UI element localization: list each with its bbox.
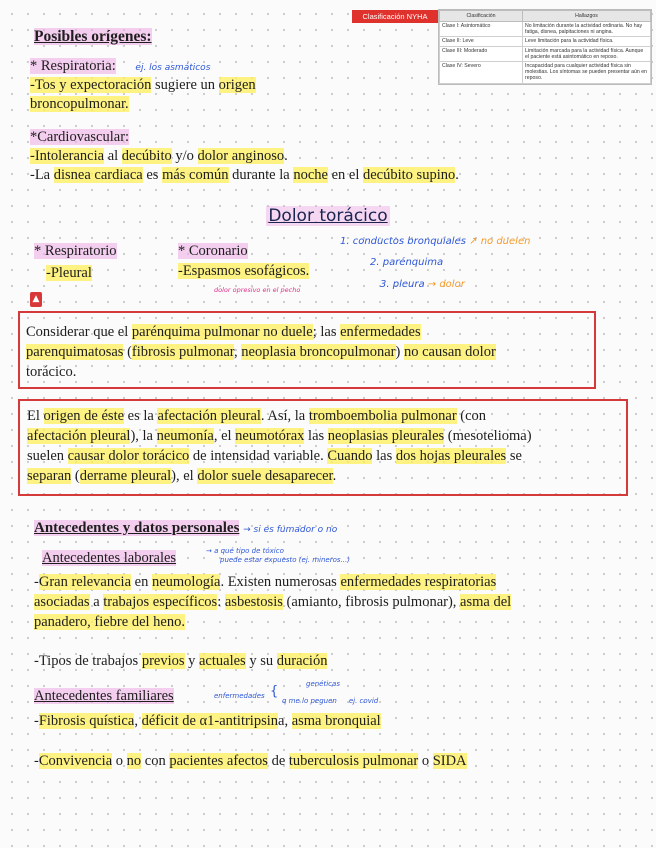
nyha-hallazgo: Limitación marcada para la actividad física. Aunque el paciente está asintomático en reposo. bbox=[523, 46, 651, 61]
box1-line2: parenquimatosas (fibrosis pulmonar, neoplasia broncopulmonar) no causan dolor bbox=[26, 344, 496, 360]
laborales-text-1: -Gran relevancia en neumología. Existen numerosas enfermedades respiratorias bbox=[34, 574, 497, 590]
nyha-hallazgo: No limitación durante la actividad ordinaria. No hay fatiga, disnea, palpitaciones ni angina. bbox=[523, 22, 651, 37]
table-row bbox=[440, 22, 651, 37]
respiratoria-label: * Respiratoria: bbox=[30, 58, 116, 74]
nyha-hallazgo: Incapacidad para cualquier actividad física sin molestias. Los síntomas se pueden presentar aún en reposo. bbox=[523, 62, 651, 84]
laborales-text-3: panadero, fiebre del heno. bbox=[34, 614, 185, 630]
respiratoria-text-1: -Tos y expectoración sugiere un origen bbox=[30, 77, 256, 93]
nyha-header-hallazgos: Hallazgos bbox=[523, 11, 651, 22]
box2-line4: separan (derrame pleural), el dolor suele desaparecer. bbox=[27, 468, 337, 484]
coronario-label: * Coronario bbox=[178, 243, 248, 259]
dolor-opresivo-note: dolor opresivo en el pecho bbox=[214, 286, 301, 294]
nyha-clase: Clase II: Leve bbox=[440, 37, 523, 46]
nyha-table bbox=[439, 10, 651, 84]
callout-box-parenquima bbox=[18, 311, 596, 389]
box2-line1: El origen de éste es la afectación pleural. Así, la tromboembolia pulmonar (con bbox=[27, 408, 487, 424]
origenes-heading: Posibles orígenes: bbox=[34, 28, 152, 45]
box1-line1: Considerar que el parénquima pulmonar no duele; las enfermedades bbox=[26, 324, 421, 340]
box1-line3: torácico. bbox=[26, 364, 77, 380]
asmaticos-note: ej. los asmáticos bbox=[135, 63, 211, 73]
note-conductos: 1. conductos bronquiales ↗ no duelen bbox=[340, 236, 531, 247]
laborales-heading: Antecedentes laborales bbox=[42, 550, 177, 566]
nyha-clase: Clase I: Asintomático bbox=[440, 22, 523, 37]
respiratoria-text-2: broncopulmonar. bbox=[30, 96, 129, 112]
callout-box-pleura bbox=[18, 399, 628, 496]
espasmos-label: -Espasmos esofágicos. bbox=[178, 263, 310, 279]
fumador-note: → si es fumador o no bbox=[243, 525, 338, 535]
cardio-text-1: -Intolerancia al decúbito y/o dolor anginoso. bbox=[30, 148, 288, 164]
familiares-text: -Fibrosis quística, déficit de α1-antitripsina, asma bronquial bbox=[34, 713, 381, 729]
nyha-clase: Clase III: Moderado bbox=[440, 46, 523, 61]
page-title: Dolor torácico bbox=[268, 206, 388, 226]
table-row bbox=[440, 37, 651, 46]
cardio-label: *Cardiovascular: bbox=[30, 129, 130, 145]
familiares-note-geneticas: genéticas bbox=[306, 680, 340, 688]
brace-icon: { bbox=[270, 684, 279, 699]
laborales-text-2: asociadas a trabajos específicos: asbestosis (amianto, fibrosis pulmonar), asma del bbox=[34, 594, 512, 610]
laborales-note: → a qué tipo de tóxico puede estar expuesto (ej. mineros...) bbox=[206, 547, 350, 564]
nyha-header-clasificacion: Clasificación bbox=[440, 11, 523, 22]
table-row bbox=[440, 46, 651, 61]
table-row bbox=[440, 62, 651, 84]
nyha-hallazgo: Leve limitación para la actividad física. bbox=[523, 37, 651, 46]
cardio-text-2: -La disnea cardiaca es más común durante la noche en el decúbito supino. bbox=[30, 167, 459, 183]
antecedentes-heading: Antecedentes y datos personales → si es fumador o no bbox=[34, 520, 338, 536]
familiares-note-peguen: q me lo peguen ej. covid bbox=[282, 697, 379, 705]
familiares-note-enfermedades: enfermedades bbox=[214, 692, 265, 700]
nyha-clase: Clase IV: Severo bbox=[440, 62, 523, 84]
note-pleura: 3. pleura → dolor bbox=[380, 279, 465, 290]
box2-line2: afectación pleural), la neumonía, el neumotórax las neoplasias pleurales (mesotelioma) bbox=[27, 428, 532, 444]
pleural-label: -Pleural bbox=[46, 265, 92, 281]
tipos-trabajos: -Tipos de trabajos previos y actuales y su duración bbox=[34, 653, 328, 669]
box2-line3: suelen causar dolor torácico de intensidad variable. Cuando las dos hojas pleurales se bbox=[27, 448, 522, 464]
dolor-respiratorio-label: * Respiratorio bbox=[34, 243, 117, 259]
note-parenquima: 2. parénquima bbox=[370, 257, 444, 268]
familiares-heading: Antecedentes familiares bbox=[34, 688, 174, 704]
nyha-label: Clasificación NYHA bbox=[352, 10, 438, 23]
convivencia-text: -Convivencia o no con pacientes afectos de tuberculosis pulmonar o SIDA bbox=[34, 753, 467, 769]
warning-pin-icon: ▲ bbox=[30, 292, 42, 307]
respiratoria-line bbox=[30, 57, 210, 78]
